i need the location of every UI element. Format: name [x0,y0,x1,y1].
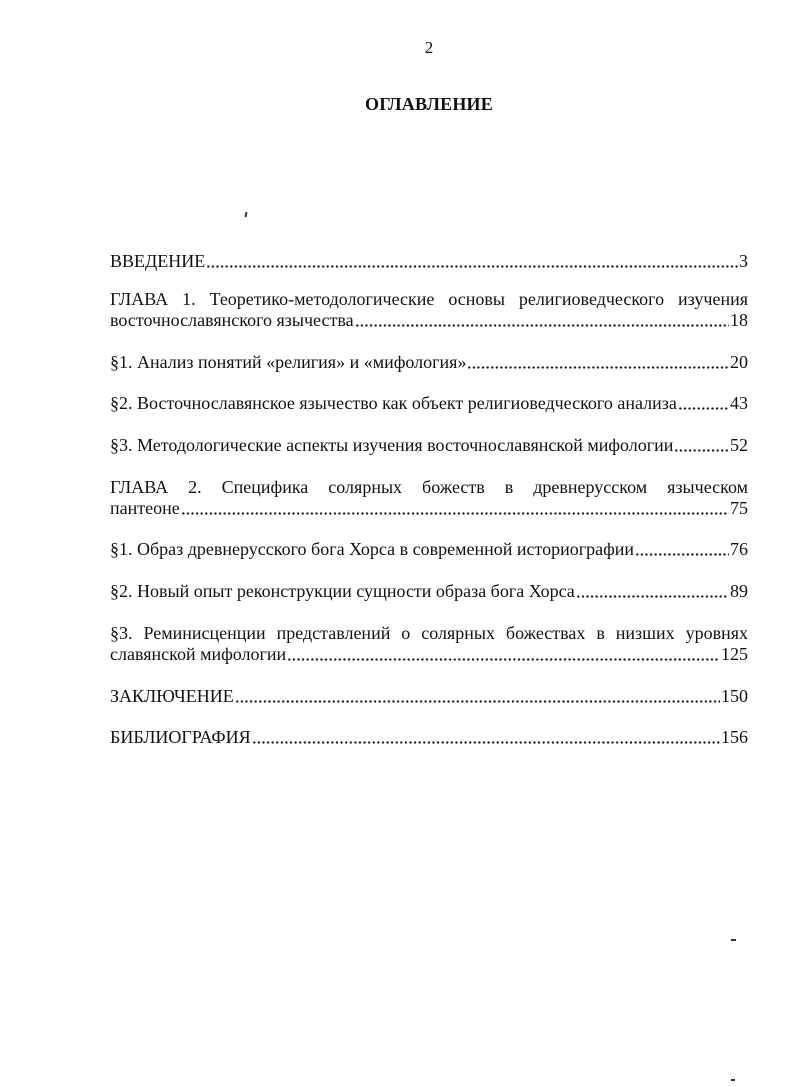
dot-leader [635,553,729,556]
toc-entry-line [110,310,748,331]
toc-entry-chapter-1-section-3 [110,435,748,456]
scan-speck [244,212,247,217]
toc-entry-chapter-2 [110,477,748,519]
toc-entry-title: §1. Анализ понятий «религия» и «мифология» [110,351,467,372]
scan-speck [731,1079,735,1081]
toc-page-number: 76 [730,539,748,560]
toc-entry-line [110,727,748,748]
toc-page-number: 150 [721,685,748,706]
dot-leader [674,449,729,452]
dot-leader [678,407,729,410]
toc-entry-title: пантеоне [110,497,180,518]
toc-page-number: 125 [721,643,748,664]
toc-page-number: 3 [739,251,748,271]
toc-entry-title: §3. Методологические аспекты изучения восточнославянской мифологии [110,435,674,456]
toc-entry-title: ЗАКЛЮЧЕНИЕ [110,685,234,706]
toc-entry-chapter-2-section-1 [110,539,748,560]
toc-entry-chapter-2-section-2 [110,581,748,602]
page-title: ОГЛАВЛЕНИЕ [365,94,493,114]
scan-speck [731,939,736,941]
toc-entry-title: восточнославянского язычества [110,310,354,330]
page-number: 2 [424,38,434,57]
toc-page-number: 18 [730,310,748,330]
toc-entry-chapter-1 [110,289,748,331]
toc-entry-chapter-1-section-2 [110,393,748,414]
toc-entry-title: БИБЛИОГРАФИЯ [110,727,251,748]
toc-entry-title: славянской мифологии [110,643,287,664]
toc-entry-chapter-2-section-3 [110,623,748,665]
toc-page-number: 75 [730,497,748,518]
toc-entry-title: §2. Новый опыт реконструкции сущности образа бога Хорса [110,581,575,602]
toc-entry-title: ВВЕДЕНИЕ [110,251,206,271]
toc-page-number: 89 [730,581,748,602]
toc-entry-line [110,686,748,707]
toc-entry-line [110,539,748,560]
toc-entry-line [110,393,748,414]
toc-entry-line [110,352,748,373]
toc-entry-line [110,581,748,602]
toc-entry-line [110,435,748,456]
toc-entry-title: §1. Образ древнерусского бога Хорса в современной историографии [110,539,635,560]
toc-entry-bibliography [110,727,748,748]
toc-page-number: 43 [730,393,748,414]
dot-leader [252,741,720,744]
dot-leader [467,366,729,369]
toc-entry-title: §2. Восточнославянское язычество как объект религиоведческого анализа [110,393,677,414]
dot-leader [206,265,738,268]
toc-entry-title-line: §3. Реминисценции представлений о солярных божествах в низших уровнях [110,622,748,643]
table-of-contents [110,251,748,769]
dot-leader [235,700,720,703]
toc-entry-introduction [110,251,748,272]
dot-leader [287,658,720,661]
toc-entry-line [110,498,748,519]
dot-leader [355,324,729,327]
dot-leader [181,512,729,515]
toc-page-number: 52 [730,435,748,456]
toc-page-number: 156 [721,727,748,748]
toc-entry-conclusion [110,686,748,707]
dot-leader [576,595,729,598]
toc-entry-title-line: ГЛАВА 2. Специфика солярных божеств в древнерусском языческом [110,476,748,497]
toc-entry-title-line: ГЛАВА 1. Теоретико-методологические основы религиоведческого изучения [110,289,748,309]
toc-page-number: 20 [730,351,748,372]
toc-entry-chapter-1-section-1 [110,352,748,373]
toc-entry-line [110,644,748,665]
toc-entry-line [110,251,748,272]
